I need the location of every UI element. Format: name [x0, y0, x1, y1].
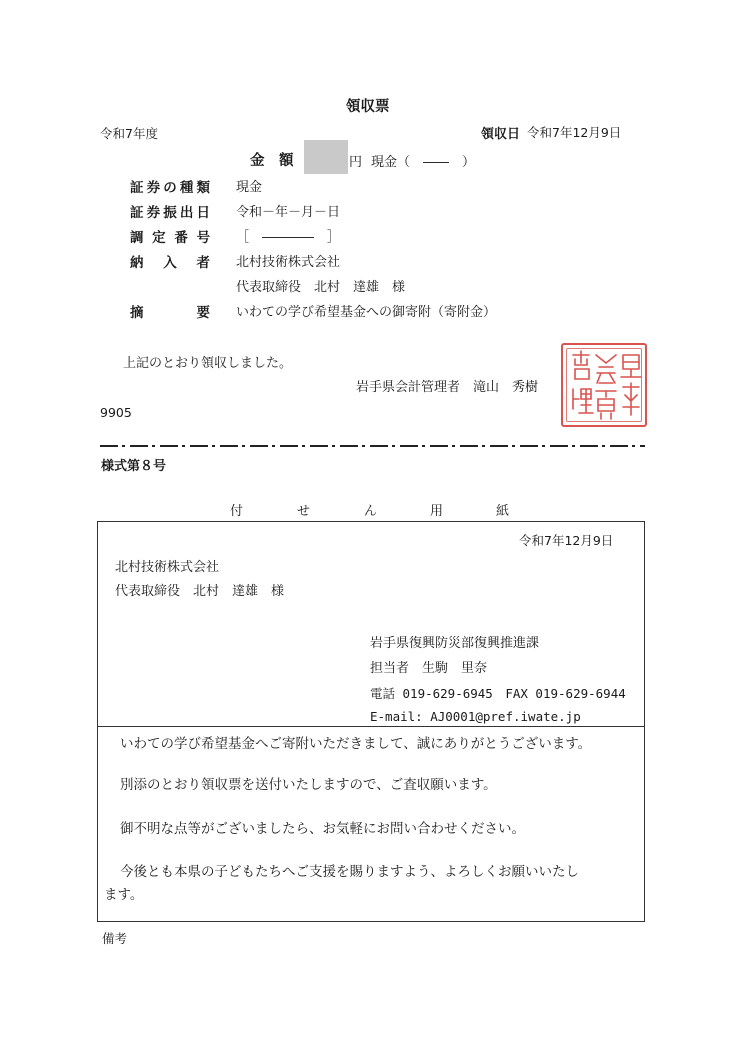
- sender-dept: 岩手県復興防災部復興推進課: [370, 636, 540, 651]
- issuer: 岩手県会計管理者 滝山 秀樹: [356, 380, 539, 395]
- row-label: 摘要: [130, 305, 210, 321]
- heading-char: 紙: [496, 504, 510, 519]
- memo-box: [97, 521, 645, 922]
- receipt-code: 9905: [100, 405, 132, 420]
- row-label: 納入者: [130, 255, 210, 271]
- row-value: 令和－年－月－日: [236, 205, 341, 220]
- cut-line-divider: [100, 445, 645, 447]
- sender-email: E-mail: AJ0001@pref.iwate.jp: [370, 709, 581, 724]
- body-paragraph: 今後とも本県の子どもたちへご支援を賜りますよう、よろしくお願いいたし: [120, 864, 579, 880]
- row-value: 代表取締役 北村 達雄 様: [236, 280, 406, 295]
- amount-unit: 円: [349, 155, 363, 170]
- amount-label: 金 額: [250, 153, 294, 169]
- row-value: ［ ―――― ］: [236, 230, 341, 245]
- row-label: 証券の種類: [130, 180, 210, 196]
- body-paragraph: 御不明な点等がございましたら、お気軽にお問い合わせください。: [120, 821, 525, 837]
- received-label: 領収日: [481, 127, 521, 142]
- row-label: 証券振出日: [130, 205, 210, 221]
- sender-phone: 電話 019-629-6945 FAX 019-629-6944: [370, 686, 626, 701]
- receipt-title: 領収票: [346, 99, 390, 115]
- row-value: いわての学び希望基金への御寄附（寄附金）: [236, 305, 497, 320]
- body-paragraph: 別添のとおり領収票を送付いたしますので、ご査収願います。: [120, 777, 497, 793]
- heading-char: ん: [364, 504, 378, 519]
- body-paragraph: いわての学び希望基金へご寄附いただきまして、誠にありがとうございます。: [120, 736, 592, 752]
- cash-text: 現金（ ―― ）: [371, 155, 476, 170]
- sender-person: 担当者 生駒 里奈: [370, 661, 488, 676]
- receipt-statement: 上記のとおり領収しました。: [123, 356, 293, 371]
- row-label: 調定番号: [130, 230, 210, 246]
- form-number: 様式第８号: [101, 459, 167, 474]
- row-value: 現金: [236, 180, 263, 195]
- recipient-person: 代表取締役 北村 達雄 様: [115, 584, 285, 599]
- remarks-label: 備考: [102, 931, 128, 946]
- fiscal-year: 令和7年度: [100, 126, 158, 141]
- recipient-company: 北村技術株式会社: [115, 560, 220, 575]
- official-seal-stamp: [561, 343, 647, 427]
- memo-date: 令和7年12月9日: [519, 533, 614, 548]
- body-paragraph: ます。: [104, 887, 144, 903]
- heading-char: 用: [430, 504, 444, 519]
- received-date: 令和7年12月9日: [527, 125, 622, 140]
- heading-char: せ: [297, 504, 311, 519]
- redacted-amount: [304, 140, 348, 174]
- row-value: 北村技術株式会社: [236, 255, 341, 270]
- memo-heading: [0, 500, 750, 518]
- memo-divider: [98, 726, 644, 727]
- heading-char: 付: [230, 504, 244, 519]
